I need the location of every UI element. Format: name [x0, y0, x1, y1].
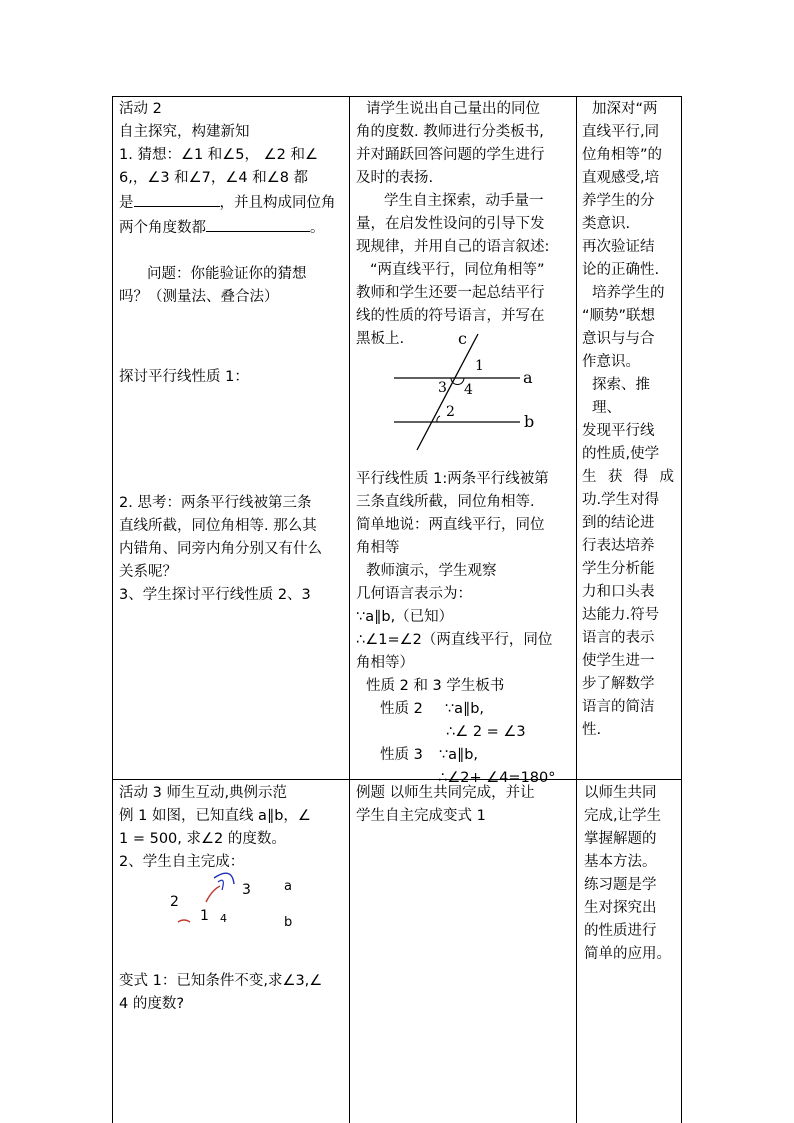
intent-line: 发现平行线 — [582, 423, 655, 439]
property1-line: 简单地说：两直线平行，同位 — [356, 517, 545, 533]
guess-line: 1. 猜想：∠1 和∠5， ∠2 和∠ — [119, 147, 318, 163]
geo-language-line: 几何语言表示为： — [356, 586, 472, 602]
think-line: 直线所截，同位角相等. 那么其 — [119, 518, 317, 534]
blank-underline — [206, 215, 310, 232]
column-divider-2 — [576, 96, 577, 1123]
text-line: 现规律，并用自己的语言叙述: — [356, 239, 550, 255]
text-line: 并对踊跃回答问题的学生进行 — [356, 147, 545, 163]
question-line: 问题：你能验证你的猜想 — [147, 266, 307, 282]
think-line: 2. 思考：两条平行线被第三条 — [119, 495, 312, 511]
think-line: 关系呢？ — [119, 564, 177, 580]
intent-line: 学生分析能 — [582, 561, 655, 577]
column-divider-1 — [349, 96, 350, 1123]
example-figure — [162, 868, 332, 940]
property2-label: 性质 2 — [380, 701, 423, 717]
ex-label-b: b — [284, 915, 293, 930]
intent-line: 类意识. — [582, 216, 631, 232]
ex-label-a: a — [284, 879, 292, 894]
intent-line: “顺势”联想 — [582, 308, 656, 324]
label-a: a — [523, 368, 533, 387]
blank-underline — [134, 190, 220, 207]
item3-line: 3、学生探讨平行线性质 2、3 — [119, 587, 311, 603]
label-4: 4 — [464, 382, 473, 398]
table-border-top — [112, 96, 682, 97]
intent-line: 培养学生的 — [592, 285, 665, 301]
ex-label-2: 2 — [170, 894, 179, 910]
label-c: c — [458, 332, 467, 348]
activity2-cell — [119, 98, 345, 309]
example-activity-cell — [356, 782, 572, 828]
text-line: 线的性质的符号语言，并写在 — [356, 308, 545, 324]
text-line: 角的度数. 教师进行分类板书, — [356, 124, 544, 140]
text-line: 学生自主探索，动手量一 — [384, 193, 544, 209]
intent-line: 功.学生对得 — [582, 492, 660, 508]
activity2-subtitle: 自主探究，构建新知 — [119, 124, 250, 140]
intent-line: 力和口头表 — [582, 584, 655, 600]
intent-line: 简单的应用。 — [584, 946, 671, 962]
text-line: “两直线平行，同位角相等” — [370, 262, 545, 278]
intent-line: 再次验证结 — [582, 239, 655, 255]
therefore-line: ∴∠1=∠2（两直线平行，同位 — [356, 632, 553, 648]
intent-line: 基本方法。 — [584, 854, 657, 870]
example-activity-line: 学生自主完成变式 1 — [356, 808, 486, 824]
intent-line: 意识与与合 — [582, 331, 655, 347]
label-2: 2 — [446, 404, 455, 420]
intent-line: 语言的表示 — [582, 630, 655, 646]
activity2-title: 活动 2 — [119, 101, 162, 117]
example-activity-line: 例题 以师生共同完成，并让 — [356, 785, 535, 801]
teacher-activity-cell — [356, 98, 572, 351]
intent-line: 作意识。 — [582, 354, 640, 370]
intent-line: 直观感受,培 — [582, 170, 660, 186]
intent-line: 到的结论进 — [582, 515, 655, 531]
intent-line: 探索、推理、 — [592, 377, 650, 416]
think-line: 内错角、同旁内角分别又有什么 — [119, 541, 322, 557]
table-border-left — [112, 96, 113, 1123]
activity3-cell — [119, 782, 345, 874]
property2-since: ∵a∥b, — [444, 701, 485, 717]
property3-since: ∵a∥b, — [438, 747, 479, 763]
property1-line: 角相等 — [356, 540, 400, 556]
since-line: ∵a∥b,（已知） — [356, 609, 454, 625]
intent-line: 论的正确性. — [582, 262, 660, 278]
intent-line: 掌握解题的 — [584, 831, 657, 847]
intent-line: 完成,让学生 — [584, 808, 662, 824]
intent-line: 步了解数学 — [582, 676, 655, 692]
intent-line: 直线平行,同 — [582, 124, 660, 140]
explore-property1: 探讨平行线性质 1： — [119, 369, 249, 385]
intent-line: 生对探究出 — [584, 900, 657, 916]
design-intent-cell — [582, 98, 674, 742]
intent-line: 达能力.符号 — [582, 607, 660, 623]
demo-line: 教师演示，学生观察 — [366, 563, 497, 579]
board-line: 性质 2 和 3 学生板书 — [366, 678, 505, 694]
intent-line: 以师生共同 — [584, 785, 657, 801]
property3-then: ∴∠2+ ∠4=180° — [438, 770, 556, 786]
variant-line: 变式 1：已知条件不变,求∠3,∠ — [119, 973, 323, 989]
therefore-line: 角相等） — [356, 655, 414, 671]
text-line: 黑板上. — [356, 331, 405, 347]
intent-line: 性. — [582, 722, 602, 738]
property2-then: ∴∠ 2 = ∠3 — [446, 724, 526, 740]
lesson-plan-table — [112, 96, 682, 1123]
label-3: 3 — [438, 380, 447, 396]
item2-line: 2、学生自主完成： — [119, 854, 245, 870]
intent-line: 练习题是学 — [584, 877, 657, 893]
intent-line: 养学生的分 — [582, 193, 655, 209]
table-border-right — [681, 96, 682, 1123]
variant-line: 4 的度数? — [119, 996, 185, 1012]
ex-label-1: 1 — [200, 908, 209, 924]
activity3-title: 活动 3 师生互动,典例示范 — [119, 785, 288, 801]
example-line: 例 1 如图，已知直线 a∥b，∠ — [119, 808, 311, 824]
label-1: 1 — [475, 358, 484, 374]
intent-line: 位角相等”的 — [582, 147, 663, 163]
example-intent-cell — [584, 782, 676, 966]
property1-line: 平行线性质 1:两条平行线被第 — [356, 471, 549, 487]
ex-label-4: 4 — [220, 912, 227, 925]
text-line: 教师和学生还要一起总结平行 — [356, 285, 545, 301]
example-line: 1 = 500, 求∠2 的度数。 — [119, 831, 286, 847]
label-b: b — [524, 412, 535, 431]
intent-line: 生 获 得 成 — [582, 469, 674, 485]
intent-line: 语言的简洁 — [582, 699, 655, 715]
property1-line: 三条直线所截，同位角相等. — [356, 494, 535, 510]
intent-line: 的性质进行 — [584, 923, 657, 939]
text-line: 量，在启发性设问的引导下发 — [356, 216, 545, 232]
text-line: 及时的表扬. — [356, 170, 434, 186]
intent-line: 加深对“两 — [592, 101, 658, 117]
intent-line: 行表达培养 — [582, 538, 655, 554]
ex-label-3: 3 — [242, 882, 251, 898]
parallel-lines-figure — [382, 332, 552, 452]
intent-line: 的性质,使学 — [582, 446, 660, 462]
property3-label: 性质 3 — [380, 747, 423, 763]
text-line: 请学生说出自己量出的同位 — [366, 101, 540, 117]
guess-line: 是 ，并且构成同位角 — [119, 190, 345, 215]
guess-line: 两个角度数都 。 — [119, 215, 345, 240]
intent-line: 使学生进一 — [582, 653, 655, 669]
guess-line: 6,，∠3 和∠7，∠4 和∠8 都 — [119, 170, 309, 186]
question-line: 吗？（测量法、叠合法） — [119, 289, 279, 305]
